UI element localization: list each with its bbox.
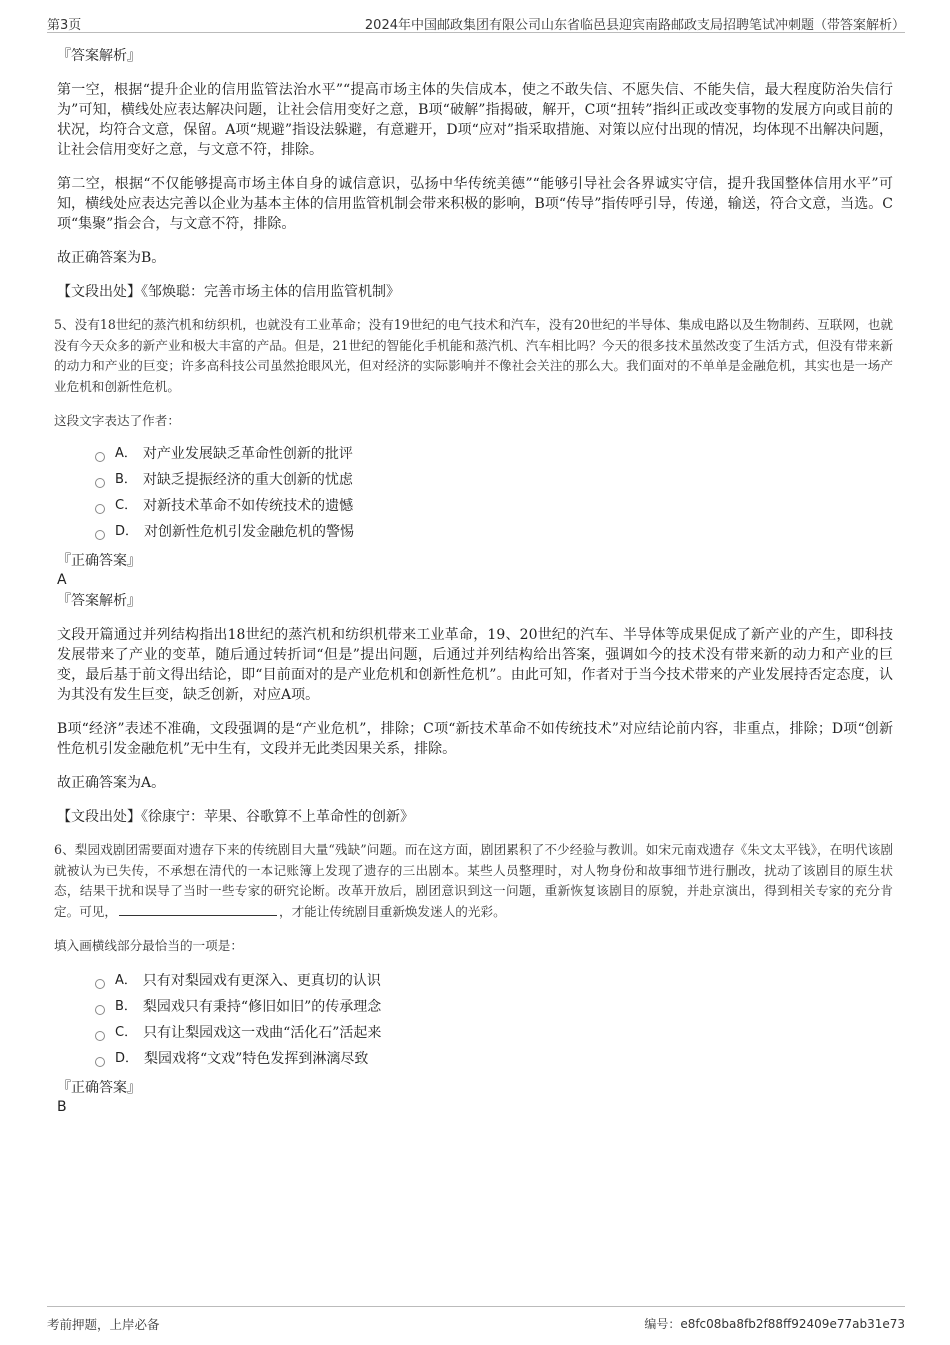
page-content: [54, 44, 893, 1116]
analysis-label: 『答案解析』: [57, 593, 141, 609]
question-prompt: 这段文字表达了作者：: [54, 413, 180, 428]
radio-icon[interactable]: [95, 1057, 105, 1067]
radio-icon[interactable]: [95, 1031, 105, 1041]
option-b[interactable]: B． 对缺乏提振经济的重大创新的忧虑: [95, 467, 893, 493]
option-list: [57, 968, 893, 1072]
analysis-paragraph: 文段开篇通过并列结构指出18世纪的蒸汽机和纺织机带来工业革命，19、20世纪的汽车、半导体等成果促成了新产业的产生，即科技发展带来了产业的变革，随后通过转折词“但是”提出问题，后通过并列结构给出答案，强调如今的技术没有带来新的动力和产业的巨变，最后基于前文得出结论，即“目前面对的是产业危机和创新性危机”。由此可知，作者对于当今技术带来的产业发展持否定态度，认为其没有发生巨变，缺乏创新，对应A项。: [57, 627, 893, 703]
option-d[interactable]: D． 对创新性危机引发金融危机的警惕: [95, 519, 893, 545]
option-b[interactable]: B． 梨园戏只有秉持“修旧如旧”的传承理念: [95, 994, 893, 1020]
analysis-paragraph: B项“经济”表述不准确，文段强调的是“产业危机”，排除；C项“新技术革命不如传统技术”对应结论前内容，非重点，排除；D项“创新性危机引发金融危机”无中生有，文段并无此类因果关系，排除。: [57, 721, 893, 757]
radio-icon[interactable]: [95, 452, 105, 462]
document-id: 编号：e8fc08ba8fb2f88ff92409e77ab31e73: [644, 1317, 905, 1331]
option-d[interactable]: D． 梨园戏将“文戏”特色发挥到淋漓尽致: [95, 1046, 893, 1072]
option-a[interactable]: A． 对产业发展缺乏革命性创新的批评: [95, 441, 893, 467]
radio-icon[interactable]: [95, 1005, 105, 1015]
option-a[interactable]: A． 只有对梨园戏有更深入、更真切的认识: [95, 968, 893, 994]
question-text: 6、梨园戏剧团需要面对遗存下来的传统剧目大量“残缺”问题。而在这方面，剧团累积了不少经验与教训。如宋元南戏遗存《朱文太平钱》，在明代该剧就被认为已失传，不承想在清代的一本记账簿上发现了遗存的三出剧本。某些人员整理时，对人物身份和故事细节进行删改，扰动了该剧目的原生状态，结果干扰和误导了当时一些专家的研究论断。改革开放后，剧团意识到这一问题，重新恢复该剧目的原貌，并赴京演出，得到相关专家的充分肯定。可见， ，才能让传统剧目重新焕发迷人的光彩。: [54, 842, 893, 919]
analysis-paragraph: 第一空，根据“提升企业的信用监管法治水平”“提高市场主体的失信成本，使之不敢失信、不愿失信、不能失信，最大程度防治失信行为”可知，横线处应表达解决问题，让社会信用变好之意，B项“破解”指揭破，解开，C项“扭转”指纠正或改变事物的发展方向或目前的状况，均符合文意，保留。A项“规避”指设法躲避，有意避开，D项“应对”指采取措施、对策以应付出现的情况，均体现不出解决问题，让社会信用变好之意，与文意不符，排除。: [57, 82, 893, 158]
page-header: [47, 12, 905, 33]
correct-answer: A: [57, 572, 67, 588]
answer-conclusion: 故正确答案为B。: [57, 250, 166, 266]
radio-icon[interactable]: [95, 979, 105, 989]
option-list: [57, 441, 893, 545]
source-citation: 【文段出处】《邹焕聪：完善市场主体的信用监管机制》: [57, 284, 400, 300]
answer-blank: [119, 903, 277, 916]
option-c[interactable]: C． 对新技术革命不如传统技术的遗憾: [95, 493, 893, 519]
source-citation: 【文段出处】《徐康宁：苹果、谷歌算不上革命性的创新》: [57, 809, 414, 825]
radio-icon[interactable]: [95, 504, 105, 514]
document-title: 2024年中国邮政集团有限公司山东省临邑县迎宾南路邮政支局招聘笔试冲刺题（带答案解析）: [364, 18, 905, 33]
correct-answer: B: [57, 1099, 67, 1115]
radio-icon[interactable]: [95, 478, 105, 488]
radio-icon[interactable]: [95, 530, 105, 540]
analysis-label: 『答案解析』: [57, 48, 141, 64]
correct-answer-label: 『正确答案』: [57, 553, 141, 569]
page-number: 第3页: [47, 18, 82, 33]
question-prompt: 填入画横线部分最恰当的一项是：: [54, 938, 243, 953]
answer-conclusion: 故正确答案为A。: [57, 775, 166, 791]
analysis-paragraph: 第二空，根据“不仅能够提高市场主体自身的诚信意识，弘扬中华传统美德”“能够引导社会各界诚实守信，提升我国整体信用水平”可知，横线处应表达完善以企业为基本主体的信用监管机制会带来积极的影响，B项“传导”指传呼引导，传递，输送，符合文意，当选。C项“集聚”指会合，与文意不符，排除。: [57, 176, 893, 232]
question-text: 5、没有18世纪的蒸汽机和纺织机，也就没有工业革命；没有19世纪的电气技术和汽车，没有20世纪的半导体、集成电路以及生物制药、互联网，也就没有今天众多的新产业和极大丰富的产品。但是，21世纪的智能化手机能和蒸汽机、汽车相比吗？今天的很多技术虽然改变了生活方式，但没有带来新的动力和产业的巨变；许多高科技公司虽然抢眼风光，但对经济的实际影响并不像社会关注的那么大。我们面对的不单单是金融危机，其实也是一场产业危机和创新性危机。: [54, 317, 893, 394]
page-footer: [47, 1306, 905, 1331]
footer-slogan: 考前押题，上岸必备: [47, 1317, 160, 1332]
option-c[interactable]: C． 只有让梨园戏这一戏曲“活化石”活起来: [95, 1020, 893, 1046]
correct-answer-label: 『正确答案』: [57, 1080, 141, 1096]
